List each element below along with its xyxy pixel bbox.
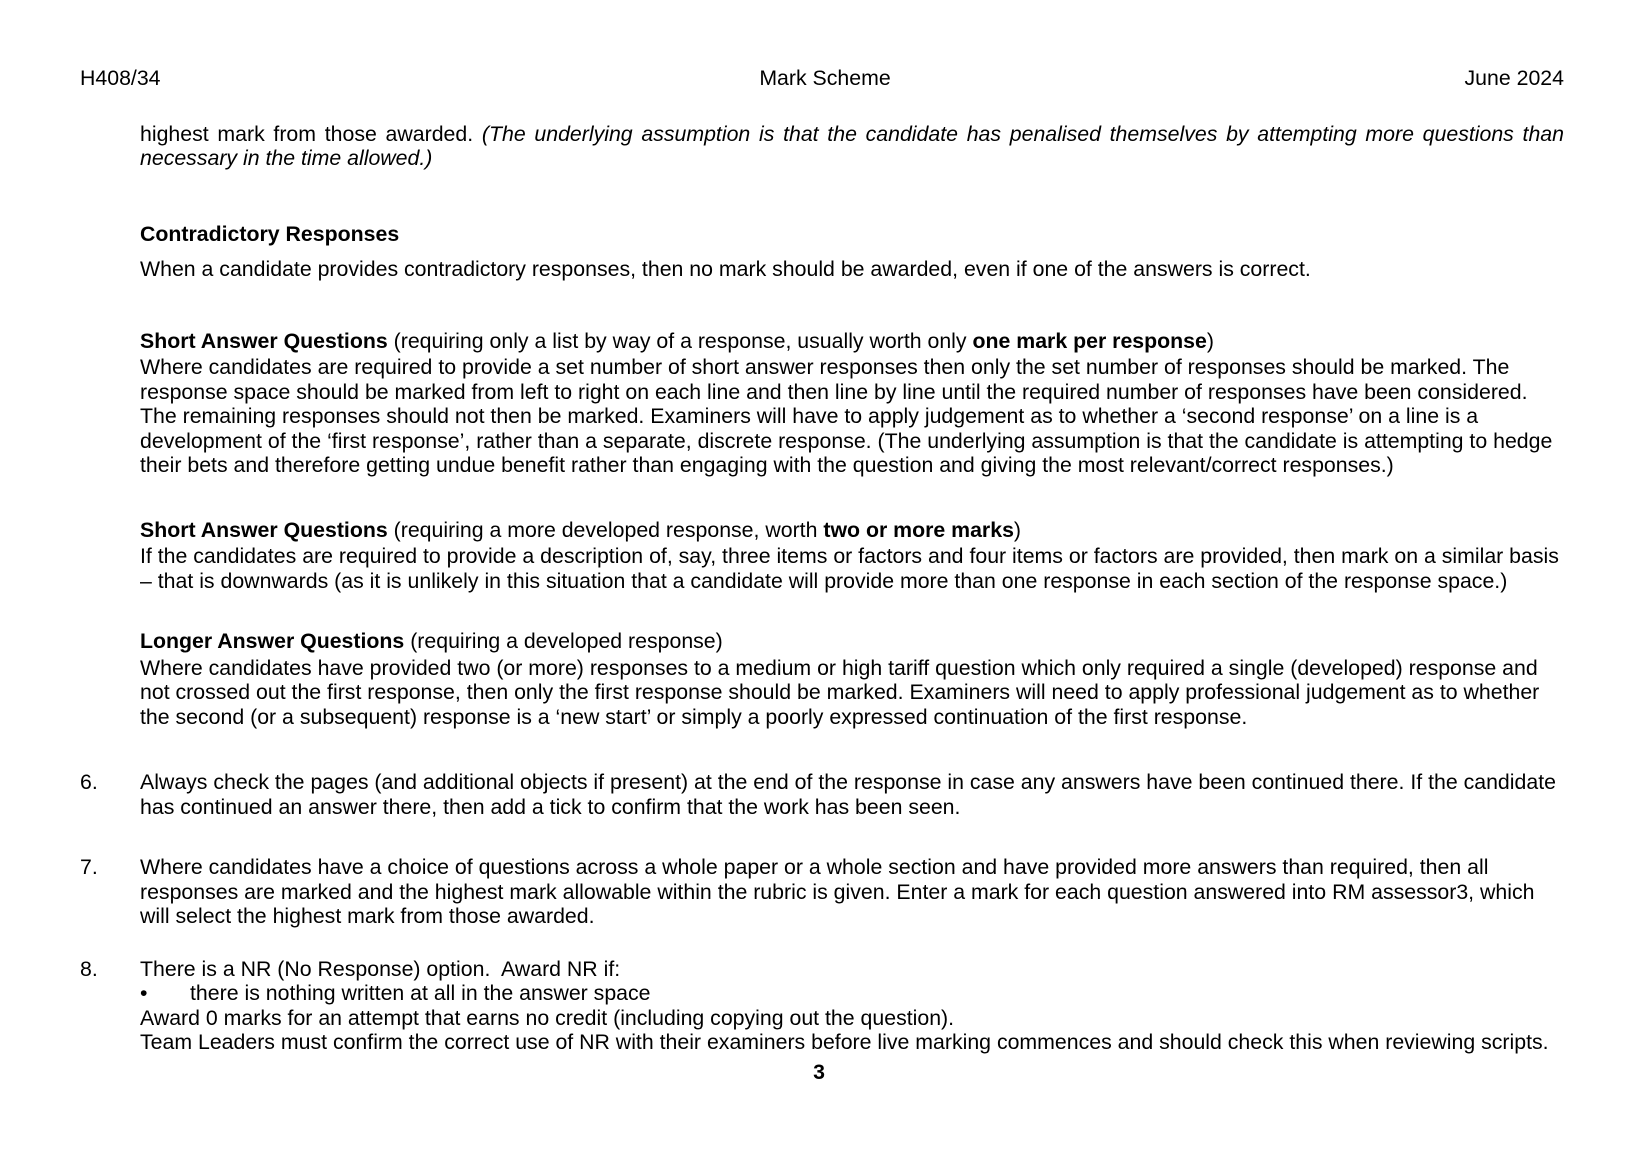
item-number: 6. [80, 770, 98, 794]
short-answer-developed-title: Short Answer Questions [140, 517, 388, 542]
short-answer-developed-subtitle-pre: (requiring a more developed response, worth [387, 517, 824, 542]
item8-intro: There is a NR (No Response) option. Award NR if: [140, 956, 621, 981]
item-number: 8. [80, 956, 98, 981]
contradictory-body: When a candidate provides contradictory responses, then no mark should be awarded, even if one of the answers is correct. [140, 257, 1311, 281]
longer-answer-subtitle: (requiring a developed response) [404, 629, 723, 653]
continuation-paragraph [140, 122, 1564, 171]
short-answer-developed-heading [140, 518, 1564, 543]
item-text: Where candidates have a choice of questions across a whole paper or a whole section and have provided more answers than required, then all responses are marked and the highest mark allowable within the rubric is given. Enter a mark for each question answered into RM assessor3, which will select the highest mark from those awarded. [140, 855, 1535, 928]
document-title: Mark Scheme [759, 66, 891, 90]
continuation-text: highest mark from those awarded. [140, 121, 482, 146]
list-item-6 [80, 770, 1564, 819]
item8-award-line: Award 0 marks for an attempt that earns no credit (including copying out the question). [140, 1005, 955, 1030]
short-answer-developed-subtitle-bold: two or more marks [823, 517, 1014, 542]
short-answer-list-heading [140, 329, 1564, 354]
short-answer-list-subtitle-pre: (requiring only a list by way of a response, usually worth only [387, 328, 973, 353]
page-number: 3 [813, 1060, 825, 1084]
paper-code: H408/34 [80, 66, 161, 90]
short-answer-list-subtitle-bold: one mark per response [972, 328, 1207, 353]
short-answer-developed-subtitle-close: ) [1013, 517, 1022, 542]
item8-bullet-row [140, 981, 1564, 1006]
short-answer-list-body: Where candidates are required to provide a set number of short answer responses then only the set number of responses should be marked. The response space should be marked from left to right on each line and then line by line until the required number of responses have been considered. The remaining responses should not then be marked. Examiners will have to apply judgement as to whether a ‘second response’ on a line is a development of the ‘first response’, rather than a separate, discrete response. (The underlying assumption is that the candidate is attempting to hedge their bets and therefore getting undue benefit rather than engaging with the question and giving the most relevant/correct responses.) [140, 355, 1553, 477]
list-item-8 [80, 957, 1564, 1055]
continuation-italic-note: (The underlying assumption is that the candidate has penalised themselves by attempting more questions than necessary in the time allowed.) [140, 121, 1564, 170]
longer-answer-body: Where candidates have provided two (or more) responses to a medium or high tariff question which only required a single (developed) response and not crossed out the first response, then only the first response should be marked. Examiners will need to apply professional judgement as to whether the second (or a subsequent) response is a ‘new start’ or simply a poorly expressed continuation of the first response. [140, 655, 1540, 729]
short-answer-list-title: Short Answer Questions [140, 328, 388, 353]
item-number: 7. [80, 855, 98, 879]
short-answer-list-subtitle-close: ) [1206, 328, 1214, 353]
page-header [80, 66, 1564, 91]
contradictory-heading: Contradictory Responses [140, 221, 400, 246]
page-footer [0, 1060, 1638, 1085]
session-date: June 2024 [1464, 66, 1564, 90]
list-item-7 [80, 855, 1564, 929]
short-answer-developed-body: If the candidates are required to provide a description of, say, three items or factors and four items or factors are provided, then mark on a similar basis – that is downwards (as it is unlikely in this situation that a candidate will provide more than one response in each section of the response space.) [140, 544, 1559, 593]
item8-team-line: Team Leaders must confirm the correct use of NR with their examiners before live marking commences and should check this when reviewing scripts. [140, 1030, 1549, 1054]
bullet-icon: • [140, 981, 148, 1005]
item-body [140, 957, 1564, 1055]
item-text: Always check the pages (and additional objects if present) at the end of the response in case any answers have been continued there. If the candidate has continued an answer there, then add a tick to confirm that the work has been seen. [140, 770, 1556, 819]
longer-answer-heading [140, 629, 1564, 654]
item8-bullet-text: there is nothing written at all in the answer space [190, 981, 651, 1005]
longer-answer-title: Longer Answer Questions [140, 629, 405, 653]
